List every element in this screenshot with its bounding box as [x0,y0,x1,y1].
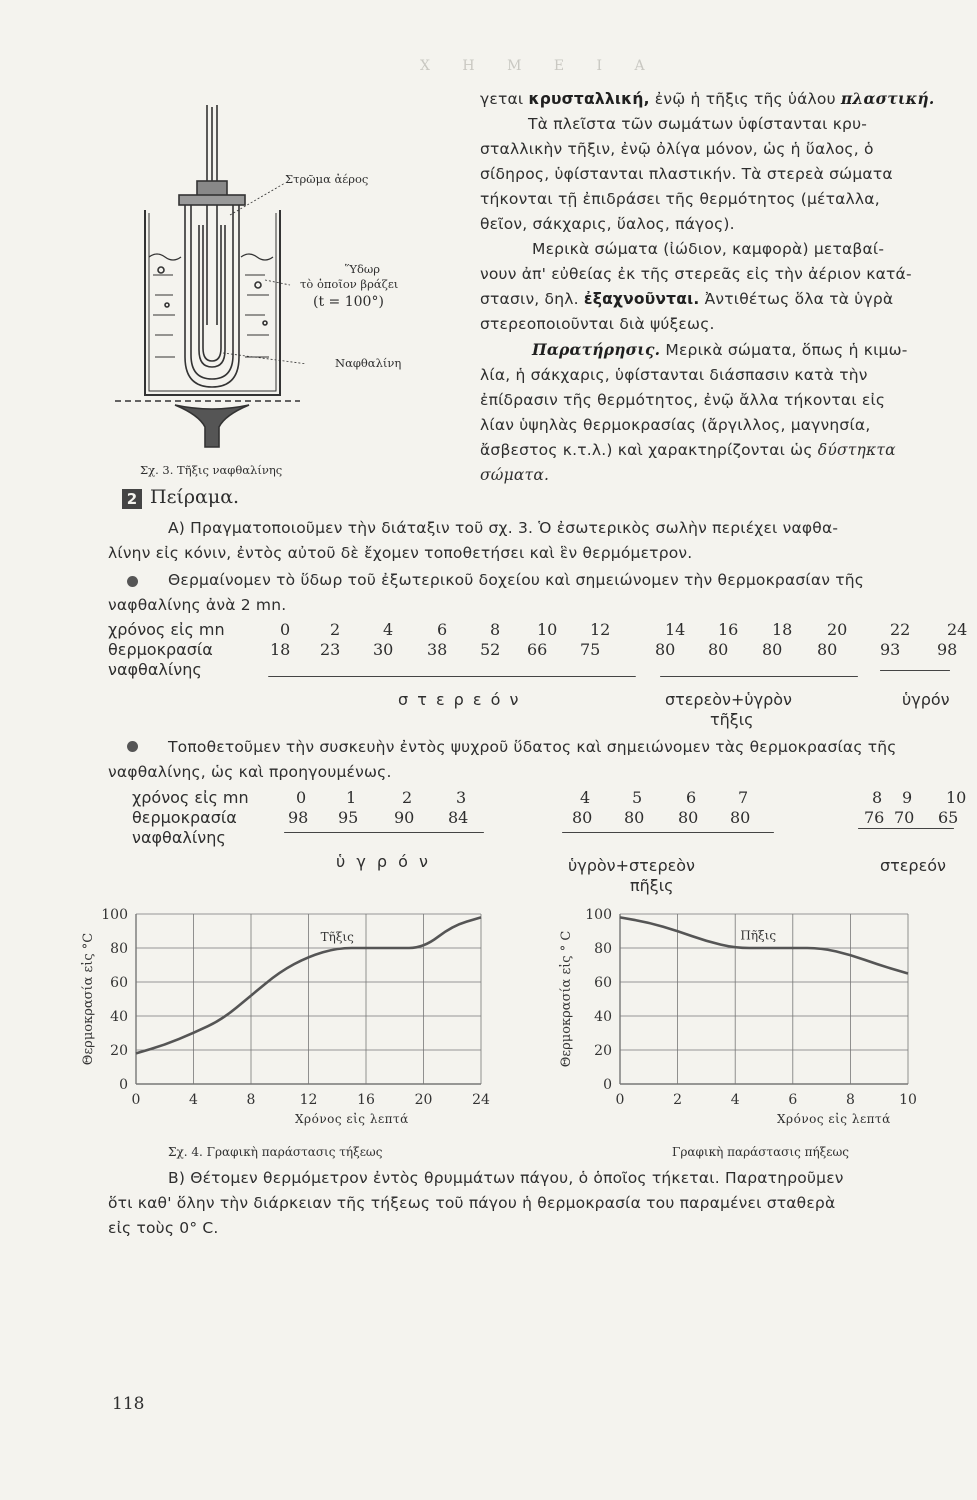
table1-group-liquid: ὑγρόν [902,690,950,709]
table1-group-mixed: στερεὸν+ὑγρὸν [665,690,792,709]
chart-freezing [552,898,942,1108]
table1-temp-cell: 80 [708,640,729,659]
table2-group-mixed: ὑγρὸν+στερεὸν [568,856,695,875]
table2-time-cell: 4 [580,788,591,807]
table1-time-cell: 24 [947,620,968,639]
table2-time-label: χρόνος εἰς mn [132,788,249,807]
table1-time-cell: 12 [590,620,611,639]
table1-temp-cell: 80 [762,640,783,659]
table2-temp-cell: 65 [938,808,959,827]
table1-time-cell: 0 [280,620,291,639]
y-tick-label: 80 [110,941,128,957]
table1-time-cell: 18 [772,620,793,639]
curve-annotation: Τῆξις [320,930,354,945]
table1-time-cell: 16 [718,620,739,639]
freezing-caption: Γραφικὴ παράστασις πήξεως [672,1145,850,1159]
cooling-step: Τοποθετοῦμεν τὴν συσκευὴν ἐντὸς ψυχροῦ ὕδατος καὶ σημειώνομεν τὰς θερμοκρασίας τῆς ναφθαλίνης, ὡς καὶ προηγουμένως. [108,738,897,781]
table1-temp-cell: 80 [655,640,676,659]
label-naphthalene: Ναφθαλίνη [335,356,402,370]
table2-time-cell: 5 [632,788,643,807]
table1-temp-cell: 23 [320,640,341,659]
right-column: γεται κρυσταλλική, ἐνῷ ἡ τῆξις τῆς ὑάλου πλαστική. Τὰ πλεῖστα τῶν σωμάτων ὑφίστανται κρυ- σταλλικὴν τῆξιν, ἐνῷ ὀλίγα μόνον, ὡς ἡ ὕαλος, ὁ σίδηρος, ὑφίστανται πλαστικήν. Τὰ στερεὰ σώματα τήκονται τῇ ἐπιδράσει τῆς θερμότητος (μέταλλα, θεῖον, σάκχαρις, ὕαλος, πάγος). Μερικὰ σώματα (ἰώδιον, καμφορὰ) μεταβαί- νουν ἀπ' εὐθείας ἐκ τῆς στερεᾶς εἰς τὴν ἀέριον κατά- στασιν, δηλ. ἐξαχνοῦνται. Ἀντιθέτως ὅλα τὰ ὑγρὰ στερεοποιοῦνται διὰ ψύξεως. Παρατήρησις. Μερικὰ σώματα, ὅπως ἡ κιμω- λία, ἡ σάκχαρις, ὑφίστανται διάσπασιν κατὰ τὴν ἐπίδρασιν τῆς θερμότητος, ἐνῷ ἄλλα τήκονται εἰς λίαν ὑψηλὰς θερμοκρασίας (ἄργιλλος, μαγνησία, ἄσβεστος κ.τ.λ.) καὶ χαρακτηρίζονται ὡς δύστηκτα σώματα. [480,89,935,484]
label-water-1: Ὕδωρ [345,262,381,276]
brace-mixed-2 [562,832,774,845]
table1-time-cell: 10 [537,620,558,639]
x-tick-label: 0 [615,1092,625,1108]
y-tick-label: 40 [594,1009,612,1025]
table2-time-cell: 0 [296,788,307,807]
apparatus-drawing [95,95,305,475]
table1-temp-cell: 18 [270,640,291,659]
x-tick-label: 10 [899,1092,917,1108]
brace-solid [268,676,636,689]
table2-temp-cell: 80 [624,808,645,827]
experiment-b: Β) Θέτομεν θερμόμετρον ἐντὸς θρυμμάτων πάγου, ὁ ὁποῖος τήκεται. Παρατηροῦμεν ὅτι καθ' ὅλην τὴν διάρκειαν τῆς τήξεως τοῦ πάγου ἡ θερμοκρασία του παραμένει σταθερὰ εἰς τοὺς 0° C. [108,1169,844,1237]
brace-liquid-2 [284,832,484,845]
x-tick-label: 6 [788,1092,798,1108]
table1-temp-cell: 93 [880,640,901,659]
curve-annotation: Πῆξις [740,928,777,943]
table2-time-cell: 9 [902,788,913,807]
brace-liquid [880,670,950,683]
table1-temp-cell: 80 [817,640,838,659]
x-tick-label: 8 [845,1092,855,1108]
table1-group-solid: σ τ ε ρ ε ό ν [398,690,521,709]
x-tick-label: 20 [414,1092,433,1108]
table2-temp-cell: 90 [394,808,415,827]
brace-mixed [660,676,858,689]
table2-group-solid: στερεόν [880,856,946,875]
chart2-xlabel: Χρόνος εἰς λεπτά [777,1112,891,1126]
y-axis-label: Θερμοκρασία εἰς ° C [559,930,574,1068]
table1-time-cell: 14 [665,620,686,639]
section-number-badge: 2 [122,489,142,509]
table1-time-cell: 22 [890,620,911,639]
y-tick-label: 100 [101,907,128,923]
section-title: Πείραμα. [150,486,240,508]
label-air-layer: Στρῶμα ἀέρος [285,172,369,186]
heating-step: Θερμαίνομεν τὸ ὕδωρ τοῦ ἐξωτερικοῦ δοχείου καὶ σημειώνομεν τὴν θερμοκρασίαν τῆς ναφθαλίνης ἀνὰ 2 mn. [108,571,865,614]
x-tick-label: 12 [299,1092,318,1108]
y-tick-label: 100 [585,907,612,923]
brace-solid-2 [858,828,954,841]
table1-time-cell: 20 [827,620,848,639]
chart1-xlabel: Χρόνος εἰς λεπτά [295,1112,409,1126]
table2-time-cell: 6 [686,788,697,807]
table2-time-cell: 7 [738,788,749,807]
y-axis-label: Θερμοκρασία εἰς °C [81,932,96,1066]
table2-temp-label-2: ναφθαλίνης [132,828,226,847]
flame [175,405,249,447]
table1-time-cell: 8 [490,620,501,639]
page-number: 118 [112,1394,145,1414]
label-water-2: τὸ ὁποῖον βράζει [300,277,399,291]
table1-time-cell: 6 [437,620,448,639]
figure-4-caption: Σχ. 4. Γραφικὴ παράστασις τήξεως [168,1145,383,1159]
experiment-intro: Α) Πραγματοποιοῦμεν τὴν διάταξιν τοῦ σχ. 3. Ὁ ἐσωτερικὸς σωλὴν περιέχει ναφθα- λίνην εἰς κόνιν, ἐντὸς αὐτοῦ δὲ ἔχομεν τοποθετήσει καὶ ἓν θερμόμετρον. [108,519,839,562]
chart-melting [70,898,510,1108]
table2-group-mixed-sub: πῆξις [630,876,674,895]
table2-time-cell: 10 [946,788,967,807]
outer-tube [185,201,239,387]
x-tick-label: 0 [131,1092,141,1108]
table2-time-cell: 1 [346,788,357,807]
table1-time-label: χρόνος εἰς mn [108,620,225,639]
x-tick-label: 2 [673,1092,683,1108]
figure-3-caption: Σχ. 3. Τῆξις ναφθαλίνης [140,463,283,477]
table1-temp-cell: 75 [580,640,601,659]
y-tick-label: 20 [594,1043,612,1059]
series-line [620,917,908,973]
table2-temp-cell: 80 [678,808,699,827]
x-tick-label: 8 [246,1092,256,1108]
label-water-3: (t = 100°) [313,294,384,310]
table1-time-cell: 2 [330,620,341,639]
table2-temp-label: θερμοκρασία [132,808,237,827]
y-tick-label: 60 [594,975,612,991]
y-tick-label: 60 [110,975,128,991]
table2-temp-cell: 80 [730,808,751,827]
y-tick-label: 80 [594,941,612,957]
table2-time-cell: 2 [402,788,413,807]
table2-temp-cell: 80 [572,808,593,827]
table2-temp-cell: 84 [448,808,469,827]
table2-group-liquid: ὑ γ ρ ό ν [336,852,431,871]
y-tick-label: 20 [110,1043,128,1059]
y-tick-label: 0 [603,1077,612,1093]
table1-temp-label-2: ναφθαλίνης [108,660,202,679]
table1-temp-cell: 66 [527,640,548,659]
x-tick-label: 24 [472,1092,490,1108]
table1-temp-label: θερμοκρασία [108,640,213,659]
x-tick-label: 4 [189,1092,198,1108]
table1-temp-cell: 38 [427,640,448,659]
y-tick-label: 0 [119,1077,128,1093]
y-tick-label: 40 [110,1009,128,1025]
table2-temp-cell: 76 [864,808,885,827]
table2-time-cell: 8 [872,788,883,807]
table2-time-cell: 3 [456,788,467,807]
x-tick-label: 4 [730,1092,740,1108]
x-tick-label: 16 [357,1092,375,1108]
table2-temp-cell: 95 [338,808,359,827]
table1-temp-cell: 52 [480,640,501,659]
table2-temp-cell: 70 [894,808,915,827]
table1-temp-cell: 98 [937,640,958,659]
clamp [179,195,245,205]
table2-temp-cell: 98 [288,808,309,827]
table1-group-mixed-sub: τῆξις [710,710,754,729]
running-header: Χ Η Μ Ε Ι Α [420,58,659,74]
table1-time-cell: 4 [383,620,394,639]
table1-temp-cell: 30 [373,640,394,659]
